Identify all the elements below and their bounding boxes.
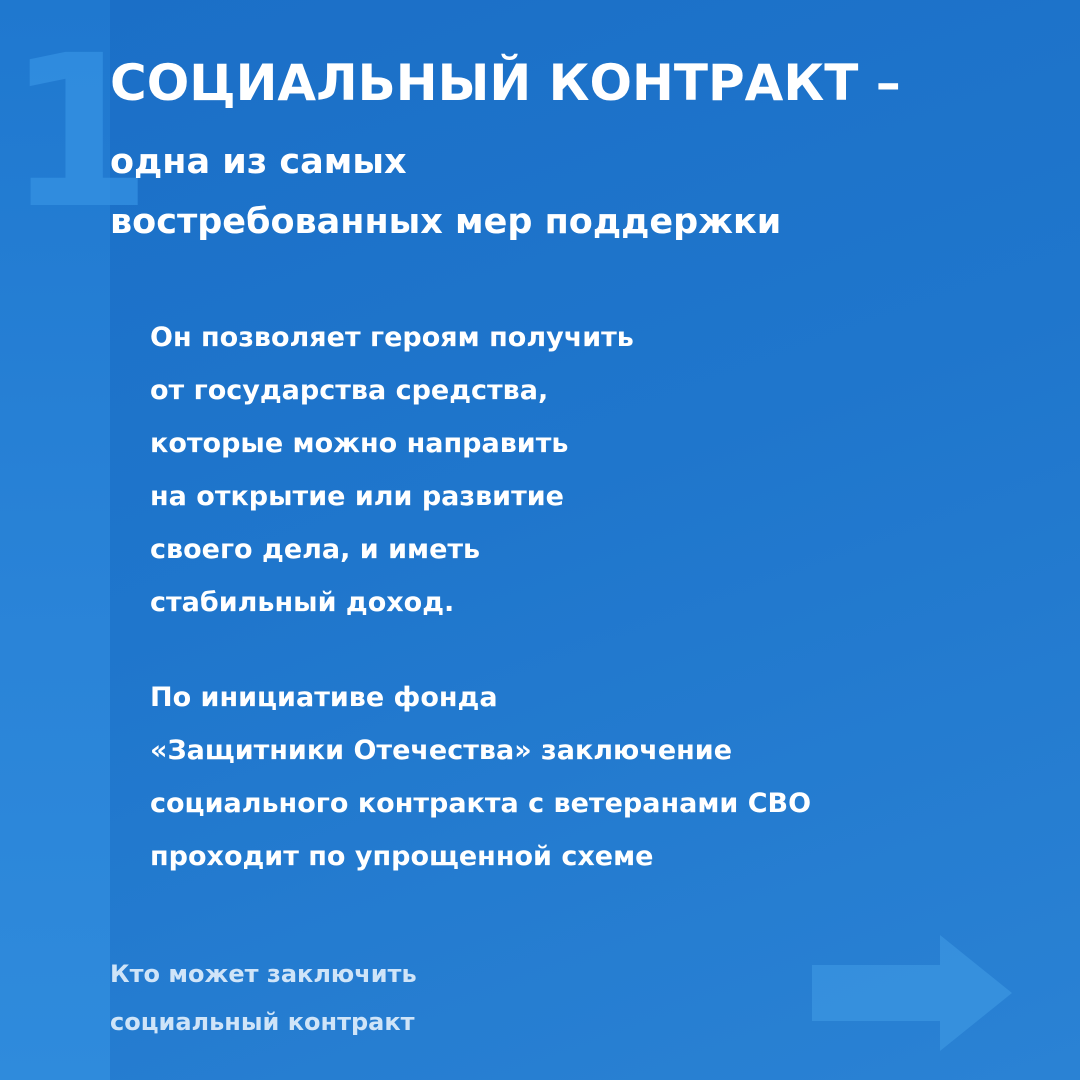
next-link-line: социальный контракт xyxy=(110,1008,415,1036)
paragraph-line: от государства средства, xyxy=(150,375,549,406)
page-title: СОЦИАЛЬНЫЙ КОНТРАКТ – xyxy=(110,54,901,112)
paragraph-line: которые можно направить xyxy=(150,428,569,459)
paragraph-line: По инициативе фонда xyxy=(150,682,498,713)
paragraph-line: стабильный доход. xyxy=(150,587,455,618)
subtitle-line: одна из самых xyxy=(110,142,407,182)
paragraph-line: своего дела, и иметь xyxy=(150,534,481,565)
paragraph-line: Он позволяет героям получить xyxy=(150,322,634,353)
next-slide-link[interactable] xyxy=(110,950,417,1046)
arrow-right-icon[interactable] xyxy=(812,935,1012,1051)
paragraph-line: «Защитники Отечества» заключение xyxy=(150,735,733,766)
paragraph-line: на открытие или развитие xyxy=(150,481,564,512)
next-link-line: Кто может заключить xyxy=(110,960,417,988)
subtitle xyxy=(110,132,781,252)
body-paragraph-2 xyxy=(150,671,811,883)
subtitle-line: востребованных мер поддержки xyxy=(110,202,782,242)
paragraph-line: проходит по упрощенной схеме xyxy=(150,841,654,872)
paragraph-line: социального контракта с ветеранами СВО xyxy=(150,788,812,819)
body-paragraph-1 xyxy=(150,311,634,629)
slide-number: 1 xyxy=(6,10,153,255)
